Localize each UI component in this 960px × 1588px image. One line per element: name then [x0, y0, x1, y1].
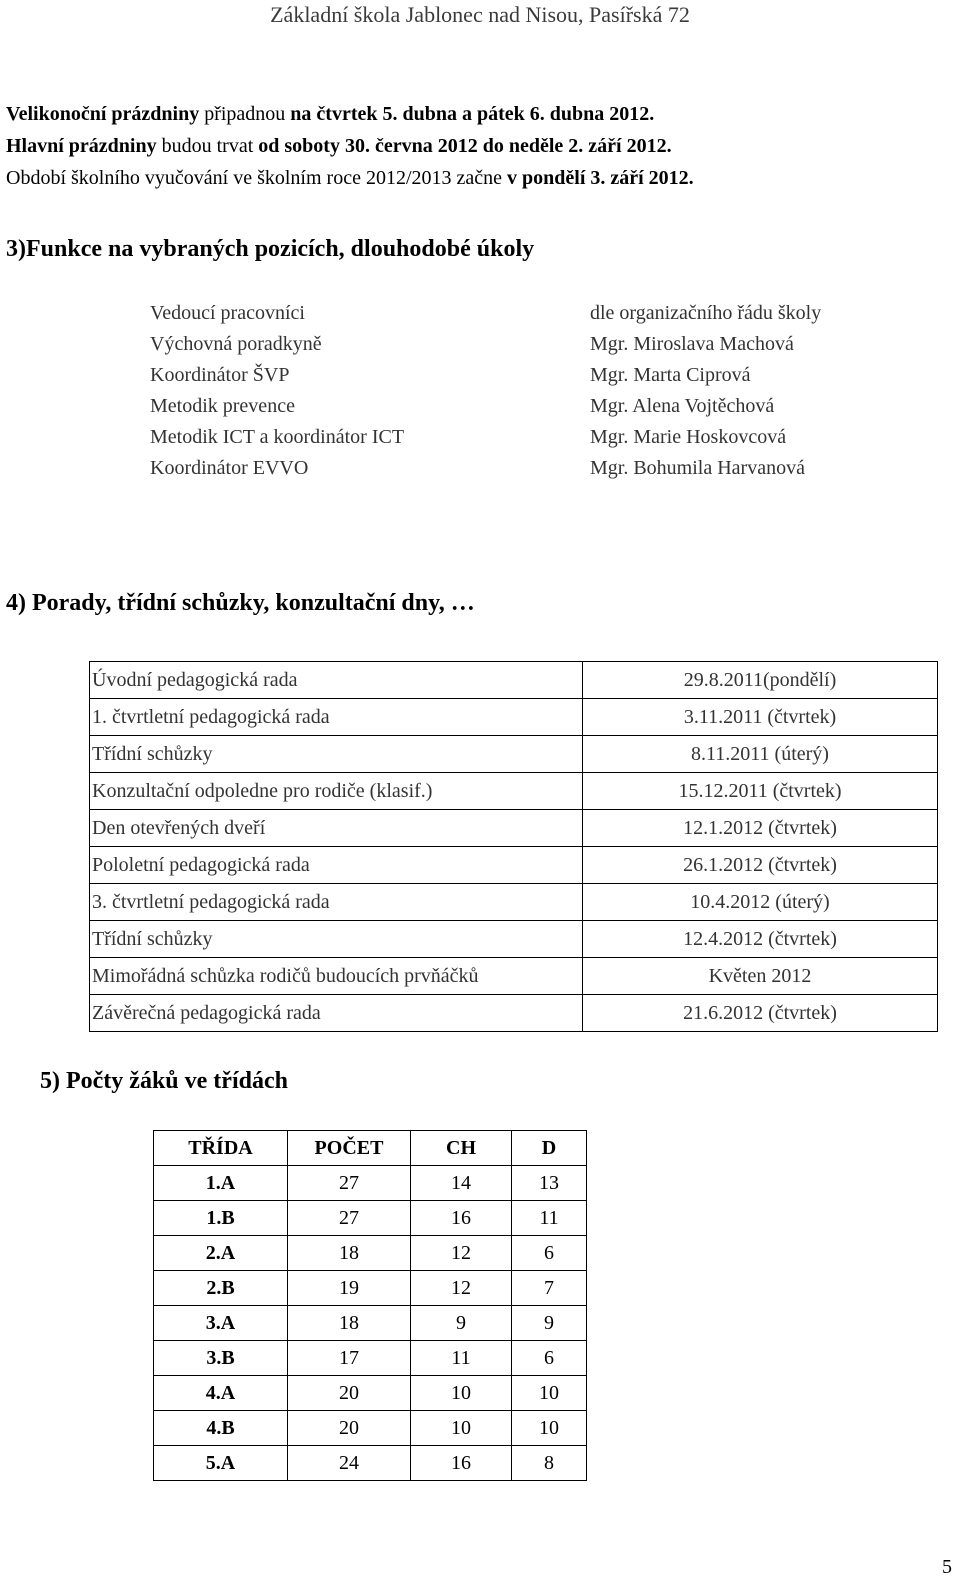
table-row — [90, 884, 938, 921]
table-row — [90, 699, 938, 736]
class-cell: 3.A — [154, 1306, 288, 1341]
boys-cell: 16 — [411, 1201, 512, 1236]
summer-label: Hlavní prázdniny — [6, 135, 157, 157]
girls-cell: 10 — [512, 1376, 587, 1411]
school-year-text: Období školního vyučování ve školním roce 2012/2013 začne — [6, 167, 508, 189]
date-cell: 15.12.2011 (čtvrtek) — [583, 773, 938, 810]
easter-label: Velikonoční prázdniny — [6, 103, 200, 125]
count-cell: 20 — [288, 1411, 411, 1446]
header-count: POČET — [288, 1131, 411, 1166]
event-cell: 3. čtvrtletní pedagogická rada — [90, 884, 583, 921]
date-cell: 21.6.2012 (čtvrtek) — [583, 995, 938, 1032]
count-cell: 17 — [288, 1341, 411, 1376]
role-person: Mgr. Bohumila Harvanová — [590, 457, 805, 479]
section-3-title: 3)Funkce na vybraných pozicích, dlouhodobé úkoly — [6, 236, 535, 262]
header-boys: CH — [411, 1131, 512, 1166]
table-row — [90, 810, 938, 847]
table-row — [154, 1341, 587, 1376]
date-cell: 26.1.2012 (čtvrtek) — [583, 847, 938, 884]
date-cell: Květen 2012 — [583, 958, 938, 995]
table-row — [154, 1271, 587, 1306]
easter-dates: na čtvrtek 5. dubna a pátek 6. dubna 2012. — [290, 103, 655, 125]
header-girls: D — [512, 1131, 587, 1166]
role-label: Koordinátor ŠVP — [150, 364, 290, 386]
girls-cell: 7 — [512, 1271, 587, 1306]
table-row — [154, 1166, 587, 1201]
class-cell: 1.B — [154, 1201, 288, 1236]
role-person: Mgr. Miroslava Machová — [590, 333, 794, 355]
table-row — [90, 921, 938, 958]
page-header: Základní škola Jablonec nad Nisou, Pasířská 72 — [270, 2, 690, 27]
boys-cell: 16 — [411, 1446, 512, 1481]
table-header-row — [154, 1131, 587, 1166]
girls-cell: 11 — [512, 1201, 587, 1236]
count-cell: 27 — [288, 1201, 411, 1236]
role-person: dle organizačního řádu školy — [590, 302, 822, 324]
class-cell: 2.A — [154, 1236, 288, 1271]
table-row — [90, 736, 938, 773]
count-cell: 18 — [288, 1236, 411, 1271]
event-cell: Den otevřených dveří — [90, 810, 583, 847]
date-cell: 12.1.2012 (čtvrtek) — [583, 810, 938, 847]
role-person: Mgr. Marie Hoskovcová — [590, 426, 787, 448]
event-cell: Konzultační odpoledne pro rodiče (klasif.) — [90, 773, 583, 810]
role-label: Metodik prevence — [150, 395, 295, 417]
class-counts-table — [153, 1130, 587, 1481]
role-label: Koordinátor EVVO — [150, 457, 309, 479]
date-cell: 12.4.2012 (čtvrtek) — [583, 921, 938, 958]
header-class: TŘÍDA — [154, 1131, 288, 1166]
school-year-date: v pondělí 3. září 2012. — [507, 167, 694, 189]
girls-cell: 8 — [512, 1446, 587, 1481]
count-cell: 20 — [288, 1376, 411, 1411]
class-cell: 4.B — [154, 1411, 288, 1446]
role-label: Metodik ICT a koordinátor ICT — [150, 426, 405, 448]
role-person: Mgr. Alena Vojtěchová — [590, 395, 775, 417]
table-row — [90, 773, 938, 810]
meetings-table — [89, 661, 938, 1032]
event-cell: 1. čtvrtletní pedagogická rada — [90, 699, 583, 736]
summer-holidays-line — [6, 132, 672, 160]
boys-cell: 12 — [411, 1236, 512, 1271]
page-number: 5 — [942, 1556, 952, 1578]
table-row — [90, 995, 938, 1032]
easter-verb: připadnou — [199, 103, 291, 125]
boys-cell: 12 — [411, 1271, 512, 1306]
table-row — [154, 1201, 587, 1236]
summer-verb: budou trvat — [156, 135, 259, 157]
date-cell: 10.4.2012 (úterý) — [583, 884, 938, 921]
class-cell: 5.A — [154, 1446, 288, 1481]
girls-cell: 13 — [512, 1166, 587, 1201]
girls-cell: 6 — [512, 1341, 587, 1376]
table-row — [90, 847, 938, 884]
class-cell: 3.B — [154, 1341, 288, 1376]
section-5-title: 5) Počty žáků ve třídách — [40, 1068, 288, 1094]
event-cell: Třídní schůzky — [90, 921, 583, 958]
table-row — [154, 1306, 587, 1341]
role-label: Vedoucí pracovníci — [150, 302, 305, 324]
event-cell: Mimořádná schůzka rodičů budoucích prvňáčků — [90, 958, 583, 995]
section-4-title: 4) Porady, třídní schůzky, konzultační dny, … — [6, 590, 475, 616]
table-row — [154, 1376, 587, 1411]
event-cell: Třídní schůzky — [90, 736, 583, 773]
role-label: Výchovná poradkyně — [150, 333, 322, 355]
count-cell: 18 — [288, 1306, 411, 1341]
boys-cell: 10 — [411, 1376, 512, 1411]
table-row — [90, 958, 938, 995]
boys-cell: 9 — [411, 1306, 512, 1341]
count-cell: 27 — [288, 1166, 411, 1201]
table-row — [154, 1446, 587, 1481]
table-row — [154, 1236, 587, 1271]
class-cell: 4.A — [154, 1376, 288, 1411]
role-person: Mgr. Marta Ciprová — [590, 364, 751, 386]
girls-cell: 9 — [512, 1306, 587, 1341]
class-cell: 1.A — [154, 1166, 288, 1201]
girls-cell: 10 — [512, 1411, 587, 1446]
event-cell: Úvodní pedagogická rada — [90, 662, 583, 699]
class-cell: 2.B — [154, 1271, 288, 1306]
date-cell: 3.11.2011 (čtvrtek) — [583, 699, 938, 736]
date-cell: 8.11.2011 (úterý) — [583, 736, 938, 773]
summer-dates: od soboty 30. června 2012 do neděle 2. září 2012. — [258, 135, 672, 157]
table-row — [90, 662, 938, 699]
count-cell: 24 — [288, 1446, 411, 1481]
boys-cell: 11 — [411, 1341, 512, 1376]
event-cell: Pololetní pedagogická rada — [90, 847, 583, 884]
count-cell: 19 — [288, 1271, 411, 1306]
event-cell: Závěrečná pedagogická rada — [90, 995, 583, 1032]
boys-cell: 10 — [411, 1411, 512, 1446]
boys-cell: 14 — [411, 1166, 512, 1201]
easter-holidays-line — [6, 100, 654, 128]
date-cell: 29.8.2011(pondělí) — [583, 662, 938, 699]
table-row — [154, 1411, 587, 1446]
girls-cell: 6 — [512, 1236, 587, 1271]
school-year-line — [6, 164, 694, 192]
